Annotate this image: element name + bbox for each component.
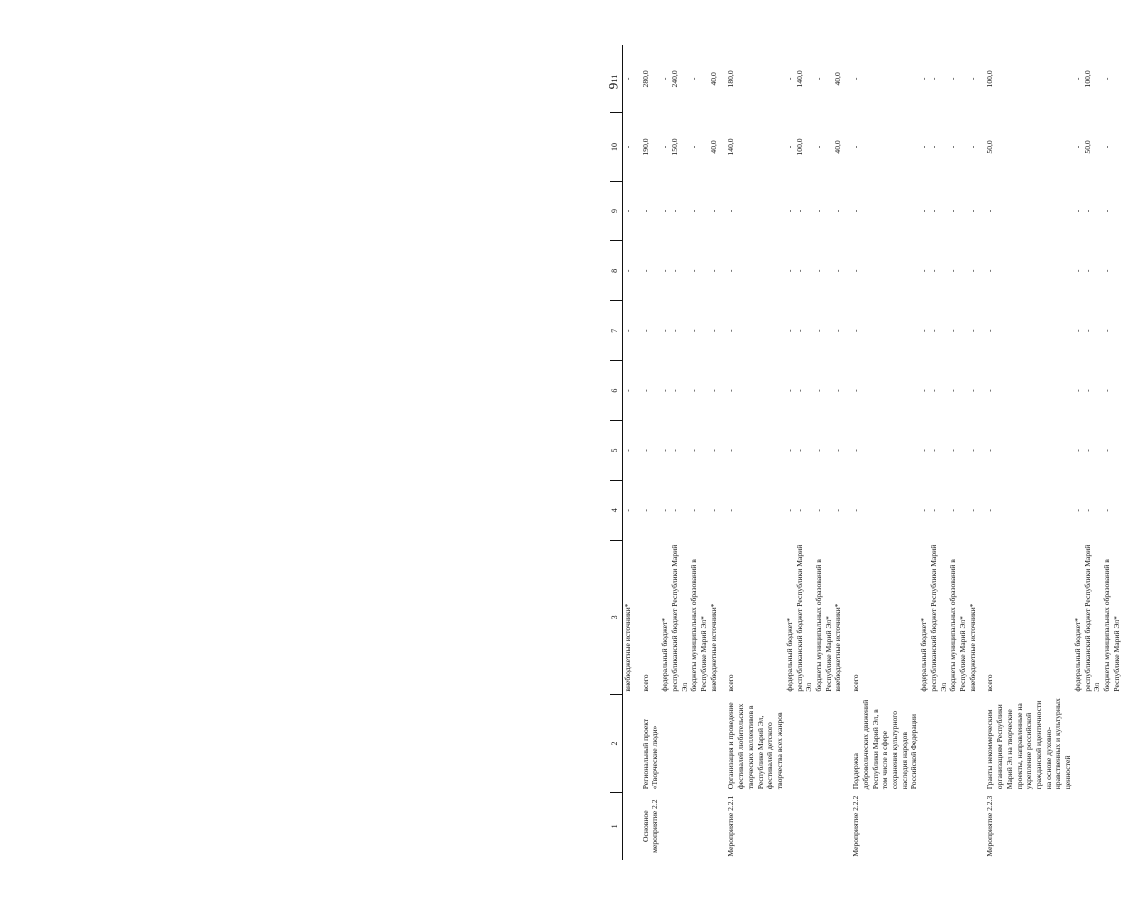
value-cell-col-9: - [919, 209, 929, 213]
table-row [948, 45, 967, 860]
value-cell-col-5: - [833, 449, 843, 452]
value-cell-col-10: - [948, 145, 958, 149]
col-header-9: 9 [610, 181, 623, 241]
value-cell-col-11: - [813, 77, 823, 81]
value-cell-col-5: - [985, 449, 995, 452]
table-header-row [610, 45, 623, 860]
funding-source-cell: всего [985, 674, 995, 692]
value-cell-col-5: - [784, 449, 794, 452]
value-cell-col-8: - [985, 269, 995, 273]
value-cell-col-5: - [689, 449, 699, 452]
table-row [977, 45, 1072, 860]
value-cell-col-4: - [784, 509, 794, 512]
value-cell-col-9: - [1102, 209, 1112, 213]
value-cell-col-10: 190,0 [640, 138, 650, 156]
value-cell-col-11: - [660, 77, 670, 81]
measure-name-cell [660, 695, 670, 793]
table-row [709, 45, 719, 860]
value-cell-col-4: - [794, 509, 804, 512]
funding-source-cell: всего [851, 674, 861, 692]
value-cell-col-6: - [985, 389, 995, 392]
value-cell-col-5: - [813, 449, 823, 452]
value-cell-col-10: - [689, 145, 699, 149]
value-cell-col-11: 40,0 [708, 72, 718, 86]
value-cell-col-7: - [948, 329, 958, 332]
funding-source-cell: федеральный бюджет* [660, 617, 670, 692]
value-cell-col-6: - [919, 389, 929, 392]
col-header-4: 4 [610, 480, 623, 540]
funding-source-cell: республиканский бюджет Республики Марий Эл [669, 544, 689, 692]
col-header-10: 10 [610, 113, 623, 181]
value-cell-col-6: - [967, 389, 977, 392]
measure-name-cell: Поддержка добровольческих движений Республики Марий Эл, в том числе в сфере сохранения культурного наследия народов Российской Федерации [851, 699, 919, 790]
measure-name-cell: Организация и проведение фестивалей любительских творческих коллективов в Республике Марий Эл, фестивалей детского творчества всех жанров [726, 702, 785, 790]
value-cell-col-7: - [689, 329, 699, 332]
value-cell-col-6: - [640, 389, 650, 392]
value-cell-col-10: - [851, 145, 861, 149]
value-cell-col-7: - [708, 329, 718, 332]
table-row [1073, 45, 1083, 860]
value-cell-col-4: - [813, 509, 823, 512]
measure-code-cell: Мероприятие 2.2.3 [985, 795, 995, 857]
value-cell-col-5: - [1102, 449, 1112, 452]
value-cell-col-8: - [851, 269, 861, 273]
value-cell-col-11: - [967, 77, 977, 81]
table-row [1083, 45, 1102, 860]
value-cell-col-10: - [784, 145, 794, 149]
value-cell-col-5: - [708, 449, 718, 452]
value-cell-col-6: - [660, 389, 670, 392]
measure-name-cell [785, 695, 795, 793]
table-row [814, 45, 833, 860]
table-row [785, 45, 795, 860]
table-row [843, 45, 919, 860]
value-cell-col-7: - [833, 329, 843, 332]
value-cell-col-10: 40,0 [833, 140, 843, 154]
value-cell-col-9: - [1072, 209, 1082, 213]
value-cell-col-5: - [794, 449, 804, 452]
value-cell-col-6: - [726, 389, 736, 392]
value-cell-col-9: - [669, 209, 679, 213]
value-cell-col-6: - [1072, 389, 1082, 392]
value-cell-col-5: - [640, 449, 650, 452]
col-header-1: 1 [610, 792, 623, 860]
value-cell-col-7: - [1082, 329, 1092, 332]
value-cell-col-4: - [669, 509, 679, 512]
table-row [660, 45, 670, 860]
value-cell-col-8: - [948, 269, 958, 273]
value-cell-col-7: - [794, 329, 804, 332]
value-cell-col-6: - [708, 389, 718, 392]
funding-source-cell: республиканский бюджет Республики Марий Эл [1082, 544, 1102, 692]
value-cell-col-10: 150,0 [669, 138, 679, 156]
value-cell-col-11: - [948, 77, 958, 81]
value-cell-col-5: - [948, 449, 958, 452]
funding-source-cell: всего [726, 674, 736, 692]
funding-source-cell: республиканский бюджет Республики Марий Эл [794, 544, 814, 692]
value-cell-col-8: - [794, 269, 804, 273]
col-header-5: 5 [610, 421, 623, 481]
value-cell-col-8: - [1102, 269, 1112, 273]
funding-source-cell: внебюджетные источники* [708, 603, 718, 692]
value-cell-col-8: - [623, 269, 632, 273]
value-cell-col-7: - [660, 329, 670, 332]
value-cell-col-10: - [1102, 145, 1112, 149]
value-cell-col-6: - [833, 389, 843, 392]
value-cell-col-4: - [640, 509, 650, 512]
value-cell-col-7: - [640, 329, 650, 332]
value-cell-col-7: - [669, 329, 679, 332]
value-cell-col-5: - [669, 449, 679, 452]
table-row [919, 45, 929, 860]
value-cell-col-6: - [851, 389, 861, 392]
value-cell-col-9: - [833, 209, 843, 213]
value-cell-col-8: - [660, 269, 670, 273]
value-cell-col-9: - [813, 209, 823, 213]
value-cell-col-8: - [708, 269, 718, 273]
value-cell-col-10: 40,0 [708, 140, 718, 154]
value-cell-col-7: - [623, 329, 632, 332]
funding-source-cell: федеральный бюджет* [919, 617, 929, 692]
measure-code-cell [623, 792, 633, 860]
measure-name-cell [833, 695, 843, 793]
value-cell-col-8: - [928, 269, 938, 273]
value-cell-col-10: - [660, 145, 670, 149]
measure-code-cell [670, 792, 689, 860]
value-cell-col-10: 100,0 [794, 138, 804, 156]
value-cell-col-7: - [928, 329, 938, 332]
value-cell-col-9: - [967, 209, 977, 213]
measure-code-cell: Основное мероприятие 2.2 [640, 799, 660, 853]
value-cell-col-5: - [928, 449, 938, 452]
measure-code-cell [660, 792, 670, 860]
measure-code-cell [948, 792, 967, 860]
value-cell-col-7: - [726, 329, 736, 332]
value-cell-col-6: - [1082, 389, 1092, 392]
value-cell-col-6: - [928, 389, 938, 392]
value-cell-col-9: - [928, 209, 938, 213]
value-cell-col-9: - [1082, 209, 1092, 213]
col-header-8: 8 [610, 241, 623, 301]
table-row [795, 45, 814, 860]
measure-code-cell: Мероприятие 2.2.1 [726, 795, 736, 857]
value-cell-col-7: - [985, 329, 995, 332]
table-row [718, 45, 784, 860]
measure-name-cell [689, 695, 708, 793]
measure-code-cell [1083, 792, 1102, 860]
col-header-7: 7 [610, 301, 623, 361]
measure-name-cell [929, 695, 948, 793]
value-cell-col-10: 50,0 [985, 140, 995, 154]
value-cell-col-6: - [784, 389, 794, 392]
measure-name-cell [795, 695, 814, 793]
measure-code-cell [1102, 792, 1121, 860]
table-row [633, 45, 660, 860]
page-number: 9 [605, 82, 621, 90]
value-cell-col-6: - [1102, 389, 1112, 392]
value-cell-col-9: - [794, 209, 804, 213]
value-cell-col-11: - [928, 77, 938, 81]
value-cell-col-9: - [623, 209, 632, 213]
value-cell-col-9: - [948, 209, 958, 213]
value-cell-col-10: - [813, 145, 823, 149]
value-cell-col-8: - [833, 269, 843, 273]
col-header-6: 6 [610, 361, 623, 421]
funding-source-cell: бюджеты муниципальных образований в Республике Марий Эл* [689, 559, 709, 692]
value-cell-col-8: - [669, 269, 679, 273]
value-cell-col-8: - [640, 269, 650, 273]
value-cell-col-8: - [967, 269, 977, 273]
funding-source-cell: федеральный бюджет* [1072, 617, 1082, 692]
value-cell-col-9: - [985, 209, 995, 213]
value-cell-col-8: - [813, 269, 823, 273]
value-cell-col-4: - [726, 509, 736, 512]
value-cell-col-11: 280,0 [640, 70, 650, 88]
value-cell-col-11: 180,0 [726, 70, 736, 88]
value-cell-col-4: - [1102, 509, 1112, 512]
value-cell-col-6: - [794, 389, 804, 392]
value-cell-col-6: - [689, 389, 699, 392]
value-cell-col-11: - [784, 77, 794, 81]
funding-source-cell: внебюджетные источники* [623, 603, 632, 692]
value-cell-col-10: - [623, 145, 632, 149]
value-cell-col-10: - [967, 145, 977, 149]
table-row [670, 45, 689, 860]
value-cell-col-9: - [689, 209, 699, 213]
col-header-3: 3 [610, 540, 623, 694]
value-cell-col-11: - [919, 77, 929, 81]
value-cell-col-8: - [919, 269, 929, 273]
funding-source-cell: всего [640, 674, 650, 692]
value-cell-col-5: - [967, 449, 977, 452]
value-cell-col-11: - [1072, 77, 1082, 81]
value-cell-col-8: - [784, 269, 794, 273]
measure-name-cell [1073, 695, 1083, 793]
value-cell-col-8: - [689, 269, 699, 273]
measure-name-cell: Гранты некоммерческим организациям Республики Марий Эл на творческие проекты, направленные на укрепление российской гражданской идентичности на основе духовно-нравственных и культурных ценностей [985, 698, 1073, 790]
value-cell-col-7: - [919, 329, 929, 332]
value-cell-col-4: - [985, 509, 995, 512]
value-cell-col-5: - [660, 449, 670, 452]
value-cell-col-4: - [851, 509, 861, 512]
value-cell-col-5: - [623, 449, 632, 452]
value-cell-col-6: - [669, 389, 679, 392]
value-cell-col-4: - [660, 509, 670, 512]
funding-source-cell: бюджеты муниципальных образований в Республике Марий Эл* [948, 559, 967, 692]
measure-code-cell [785, 792, 795, 860]
measure-code-cell: Мероприятие 2.2.2 [851, 795, 861, 857]
value-cell-col-4: - [833, 509, 843, 512]
table-row [833, 45, 843, 860]
measure-code-cell [929, 792, 948, 860]
value-cell-col-4: - [1072, 509, 1082, 512]
measure-name-cell [670, 695, 689, 793]
funding-source-cell: внебюджетные источники* [833, 603, 843, 692]
value-cell-col-11: 40,0 [833, 72, 843, 86]
col-header-2: 2 [610, 695, 623, 793]
value-cell-col-7: - [784, 329, 794, 332]
value-cell-col-4: - [623, 509, 632, 512]
value-cell-col-7: - [1102, 329, 1112, 332]
measure-code-cell [814, 792, 833, 860]
value-cell-col-9: - [851, 209, 861, 213]
measure-name-cell: Региональный проект «Творческие люди» [640, 718, 660, 790]
measure-code-cell [689, 792, 708, 860]
value-cell-col-4: - [948, 509, 958, 512]
value-cell-col-4: - [919, 509, 929, 512]
funding-source-cell: бюджеты муниципальных образований в Республике Марий Эл* [813, 559, 833, 692]
value-cell-col-9: - [708, 209, 718, 213]
measure-name-cell [814, 695, 833, 793]
budget-table [610, 45, 1122, 860]
measure-name-cell [623, 695, 633, 793]
value-cell-col-5: - [851, 449, 861, 452]
value-cell-col-10: - [919, 145, 929, 149]
value-cell-col-9: - [660, 209, 670, 213]
funding-source-cell: федеральный бюджет* [784, 617, 794, 692]
funding-source-cell: республиканский бюджет Республики Марий Эл [928, 544, 948, 692]
value-cell-col-7: - [851, 329, 861, 332]
measure-name-cell [919, 695, 929, 793]
measure-code-cell [968, 792, 978, 860]
value-cell-col-9: - [640, 209, 650, 213]
value-cell-col-9: - [784, 209, 794, 213]
measure-name-cell [968, 695, 978, 793]
table-body [623, 45, 1122, 860]
value-cell-col-5: - [919, 449, 929, 452]
funding-source-cell: бюджеты муниципальных образований в Республике Марий Эл* [1102, 559, 1121, 692]
measure-code-cell [919, 792, 929, 860]
measure-code-cell [795, 792, 814, 860]
value-cell-col-10: 50,0 [1082, 140, 1092, 154]
value-cell-col-4: - [928, 509, 938, 512]
col-header-11: 11 [610, 45, 623, 113]
funding-source-cell: внебюджетные источники* [967, 603, 977, 692]
measure-code-cell [833, 792, 843, 860]
value-cell-col-6: - [948, 389, 958, 392]
value-cell-col-4: - [1082, 509, 1092, 512]
value-cell-col-11: 240,0 [669, 70, 679, 88]
value-cell-col-4: - [689, 509, 699, 512]
measure-name-cell [948, 695, 967, 793]
value-cell-col-8: - [1082, 269, 1092, 273]
value-cell-col-6: - [813, 389, 823, 392]
value-cell-col-9: - [726, 209, 736, 213]
value-cell-col-10: - [928, 145, 938, 149]
value-cell-col-11: - [1102, 77, 1112, 81]
measure-name-cell [1083, 695, 1102, 793]
value-cell-col-7: - [967, 329, 977, 332]
value-cell-col-4: - [708, 509, 718, 512]
value-cell-col-5: - [726, 449, 736, 452]
value-cell-col-10: 140,0 [726, 138, 736, 156]
value-cell-col-10: - [1072, 145, 1082, 149]
value-cell-col-8: - [1072, 269, 1082, 273]
table-row [968, 45, 978, 860]
measure-code-cell [709, 792, 719, 860]
value-cell-col-7: - [1072, 329, 1082, 332]
measure-code-cell [1073, 792, 1083, 860]
value-cell-col-5: - [1082, 449, 1092, 452]
value-cell-col-11: - [851, 77, 861, 81]
value-cell-col-5: - [1072, 449, 1082, 452]
table-row [623, 45, 633, 860]
measure-name-cell [1102, 695, 1121, 793]
value-cell-col-11: 100,0 [1082, 70, 1092, 88]
value-cell-col-11: - [623, 77, 632, 81]
table-row [689, 45, 708, 860]
value-cell-col-8: - [726, 269, 736, 273]
measure-name-cell [709, 695, 719, 793]
value-cell-col-11: 140,0 [794, 70, 804, 88]
budget-table-sheet [610, 45, 1121, 860]
value-cell-col-4: - [967, 509, 977, 512]
value-cell-col-11: 100,0 [985, 70, 995, 88]
value-cell-col-6: - [623, 389, 632, 392]
value-cell-col-7: - [813, 329, 823, 332]
table-row [1102, 45, 1121, 860]
table-row [929, 45, 948, 860]
value-cell-col-11: - [689, 77, 699, 81]
